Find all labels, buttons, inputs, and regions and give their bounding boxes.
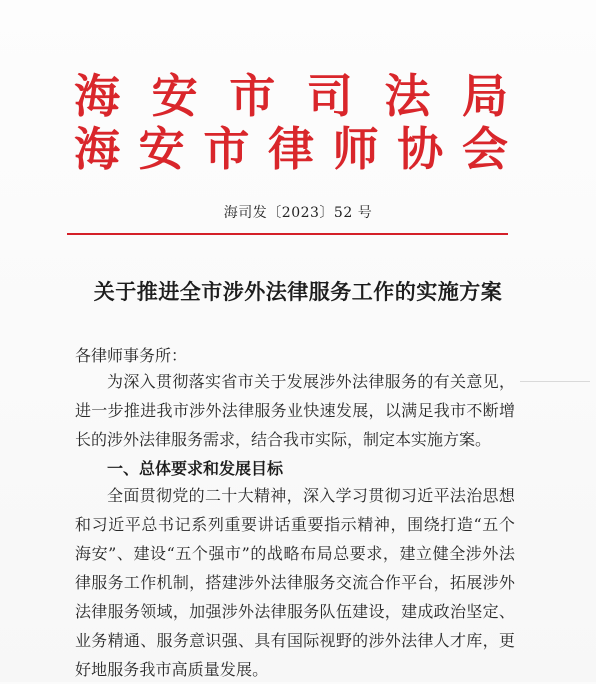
letterhead-char: 协 (397, 122, 444, 176)
intro-paragraph: 为深入贯彻落实省市关于发展涉外法律服务的有关意见，进一步推进我市涉外法律服务业快速发展，以满足我市不断增长的涉外法律服务需求，结合我市实际，制定本实施方案。 (75, 372, 515, 449)
letterhead-lawyers-association (72, 123, 510, 175)
letterhead-char: 师 (332, 122, 379, 176)
letterhead-char: 海 (74, 122, 120, 176)
letterhead-char: 海 (74, 69, 120, 123)
section-heading: 一、总体要求和发展目标 (107, 459, 284, 478)
section-body-paragraph: 全面贯彻党的二十大精神，深入学习贯彻习近平法治思想和习近平总书记系列重要讲话重要指示精神，围绕打造“五个海安”、建设“五个强市”的战略布局总要求，建立健全涉外法律服务工作机制，搭建涉外法律服务交流合作平台，拓展涉外法律服务领域，加强涉外法律服务队伍建设，建成政治坚定、业务精通、服务意识强、具有国际视野的涉外法律人才库，更好地服务我市高质量发展。 (75, 486, 515, 679)
red-divider (67, 233, 508, 235)
letterhead-char: 会 (461, 122, 508, 176)
letterhead-char: 市 (229, 69, 276, 123)
salutation: 各律师事务所： (75, 346, 188, 365)
letterhead-char: 安 (138, 122, 185, 176)
letterhead-char: 司 (306, 69, 353, 123)
letterhead-char: 市 (203, 122, 250, 176)
letterhead-char: 局 (461, 69, 508, 123)
letterhead-justice-bureau (72, 70, 510, 122)
letterhead-char: 安 (151, 69, 198, 123)
scan-artifact-line (520, 381, 590, 382)
letterhead-char: 法 (384, 69, 431, 123)
letterhead-char: 律 (267, 122, 314, 176)
document-number: 海司发〔2023〕52 号 (223, 205, 373, 221)
document-title: 关于推进全市涉外法律服务工作的实施方案 (93, 279, 503, 304)
